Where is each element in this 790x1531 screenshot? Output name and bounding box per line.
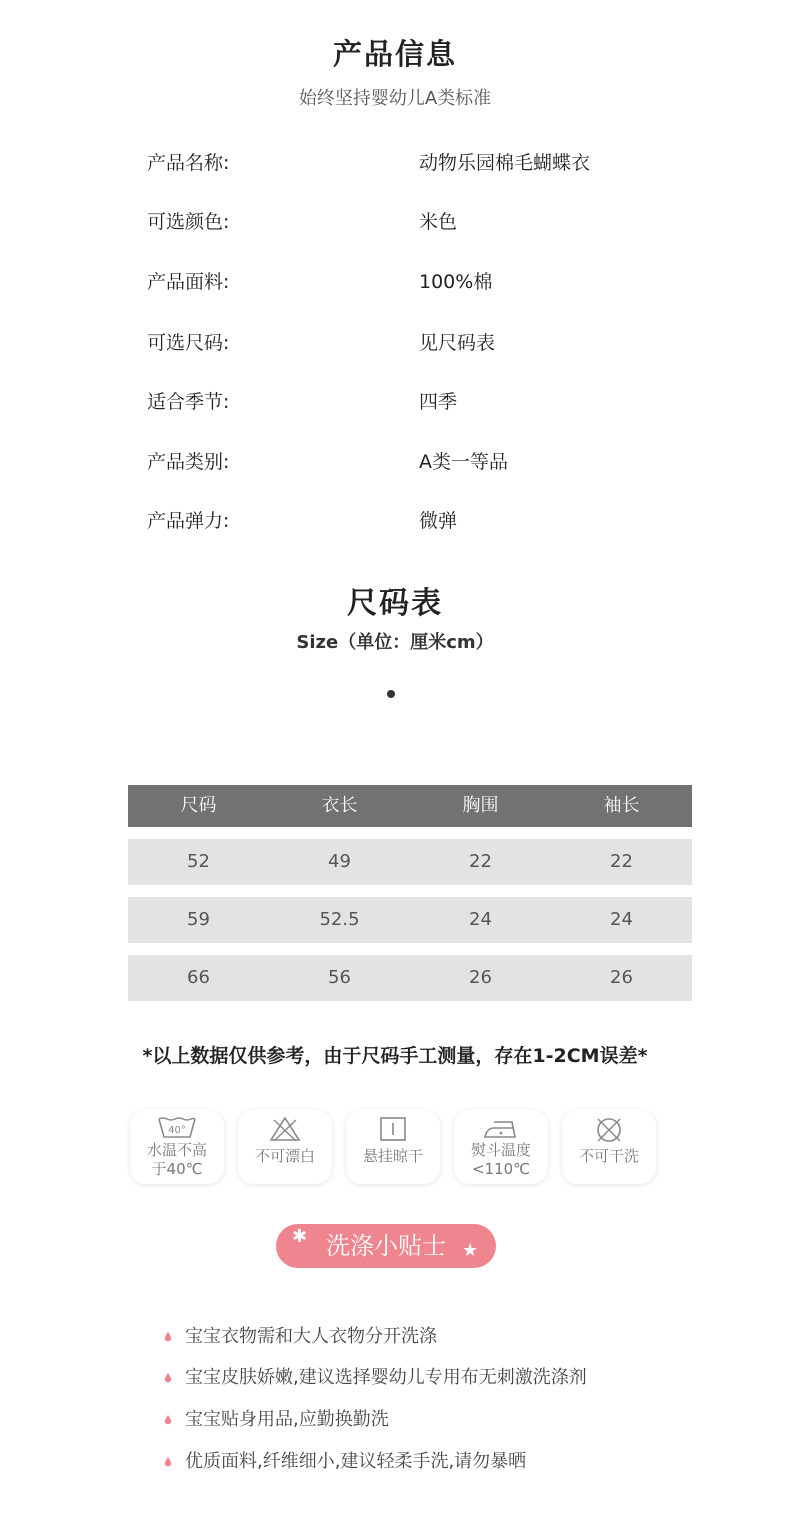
table-cell: 22 <box>469 851 492 872</box>
care-card-iron <box>454 1110 548 1184</box>
table-cell: 52.5 <box>319 909 360 930</box>
spec-label-size: 可选尺码: <box>147 332 230 354</box>
care-label: 悬挂晾干 <box>362 1147 423 1165</box>
iron-icon <box>482 1116 520 1140</box>
page-title: 产品信息 <box>332 37 457 71</box>
table-cell: 26 <box>469 967 492 988</box>
care-card-wash <box>130 1110 224 1184</box>
table-cell: 56 <box>328 967 351 988</box>
droplet-icon <box>163 1415 173 1425</box>
tip-text: 宝宝皮肤娇嫩,建议选择婴幼儿专用布无刺激洗涤剂 <box>185 1367 587 1388</box>
care-label: 于40℃ <box>151 1160 203 1178</box>
column-header-sleeve: 袖长 <box>603 795 640 816</box>
table-row <box>128 955 692 1001</box>
size-chart-subtitle: Size（单位：厘米cm） <box>296 632 494 653</box>
care-card-no-dry-clean <box>562 1110 656 1184</box>
list-item <box>163 1405 389 1431</box>
table-row <box>128 839 692 885</box>
spec-value-name: 动物乐园棉毛蝴蝶衣 <box>419 152 591 174</box>
spec-label-name: 产品名称: <box>147 152 230 174</box>
spec-value-season: 四季 <box>419 391 458 413</box>
care-label: 不可干洗 <box>578 1147 639 1165</box>
star-icon: ★ <box>462 1240 479 1261</box>
no-dry-clean-icon <box>594 1116 624 1144</box>
table-cell: 52 <box>187 851 210 872</box>
no-bleach-icon <box>268 1116 302 1142</box>
washing-tips-banner <box>276 1224 496 1268</box>
spec-value-size: 见尺码表 <box>419 332 496 354</box>
tip-text: 优质面料,纤维细小,建议轻柔手洗,请勿暴晒 <box>185 1451 527 1472</box>
table-cell: 24 <box>610 909 633 930</box>
bullet-dot <box>387 690 395 698</box>
page-subtitle: 始终坚持婴幼儿A类标准 <box>298 88 492 109</box>
wash-temp-badge: 40° <box>168 1125 186 1136</box>
care-card-no-bleach <box>238 1110 332 1184</box>
care-label: 熨斗温度 <box>470 1141 531 1159</box>
care-label: 水温不高 <box>146 1141 207 1159</box>
size-chart-title: 尺码表 <box>347 586 443 621</box>
care-label: 不可漂白 <box>254 1147 315 1165</box>
wash-40-icon <box>157 1116 197 1140</box>
table-cell: 49 <box>328 851 351 872</box>
table-cell: 24 <box>469 909 492 930</box>
hang-dry-icon <box>378 1116 408 1142</box>
spec-label-color: 可选颜色: <box>147 211 230 233</box>
spec-value-fabric: 100%棉 <box>419 271 493 293</box>
table-row <box>128 897 692 943</box>
list-item <box>163 1447 526 1473</box>
spec-label-season: 适合季节: <box>147 391 230 413</box>
spec-label-elasticity: 产品弹力: <box>147 510 230 532</box>
tip-text: 宝宝衣物需和大人衣物分开洗涤 <box>185 1326 437 1347</box>
spec-value-category: A类一等品 <box>419 451 508 473</box>
spec-label-category: 产品类别: <box>147 451 230 473</box>
droplet-icon <box>163 1373 173 1383</box>
spec-value-color: 米色 <box>419 211 458 233</box>
star-icon: ✱ <box>292 1226 308 1247</box>
care-card-hang-dry <box>346 1110 440 1184</box>
table-cell: 26 <box>610 967 633 988</box>
care-label: <110℃ <box>471 1160 531 1178</box>
size-table-header <box>128 785 692 827</box>
measurement-note: *以上数据仅供参考，由于尺码手工测量，存在1-2CM误差* <box>142 1045 648 1067</box>
droplet-icon <box>163 1332 173 1342</box>
spec-label-fabric: 产品面料: <box>147 271 230 293</box>
table-cell: 66 <box>187 967 210 988</box>
column-header-chest: 胸围 <box>462 795 499 816</box>
spec-value-elasticity: 微弹 <box>419 510 458 532</box>
list-item <box>163 1363 587 1389</box>
table-cell: 59 <box>187 909 210 930</box>
washing-tips-title: 洗涤小贴士 <box>326 1232 446 1260</box>
tip-text: 宝宝贴身用品,应勤换勤洗 <box>185 1409 389 1430</box>
droplet-icon <box>163 1457 173 1467</box>
column-header-size: 尺码 <box>180 795 217 816</box>
list-item <box>163 1322 437 1348</box>
table-cell: 22 <box>610 851 633 872</box>
column-header-length: 衣长 <box>321 795 358 816</box>
